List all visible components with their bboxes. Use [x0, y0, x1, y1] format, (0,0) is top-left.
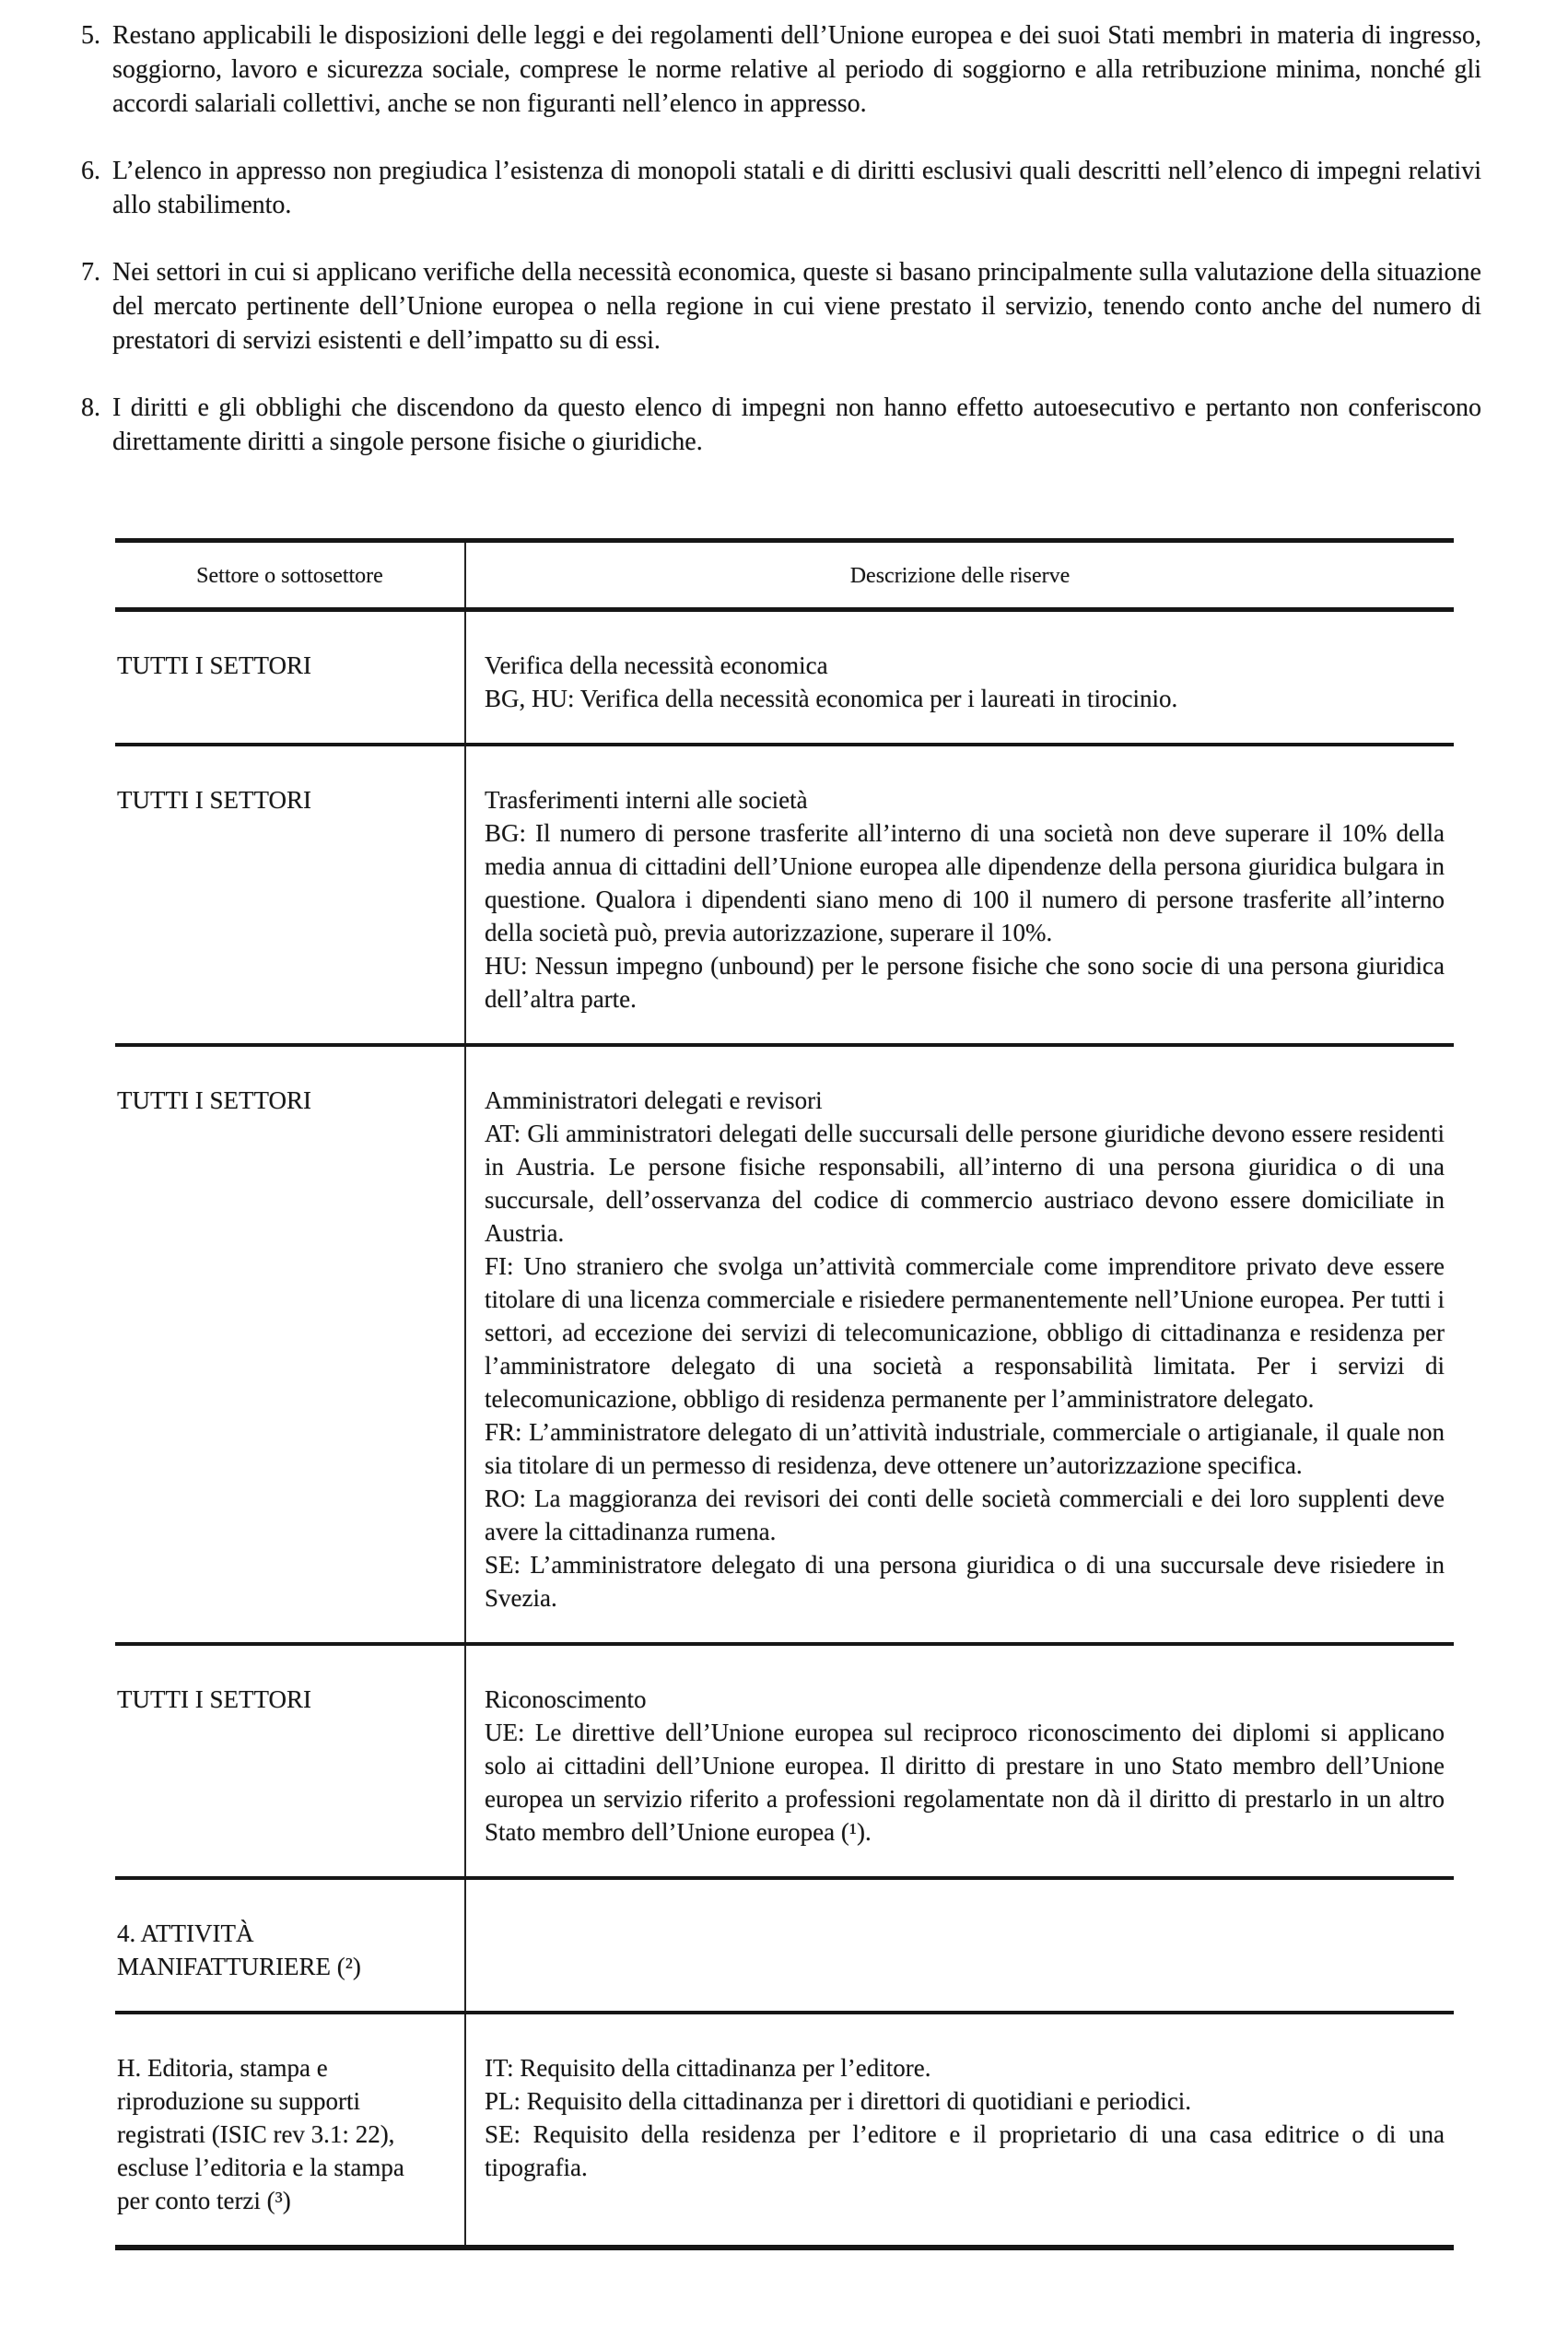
paragraph-8: [81, 391, 1481, 459]
sector-cell-text: TUTTI I SETTORI: [117, 652, 311, 679]
sector-cell: [115, 1644, 465, 1878]
sector-cell: [115, 745, 465, 1045]
sector-cell: [115, 610, 465, 745]
table-row: [115, 1878, 1454, 2013]
paragraph-number: 5.: [81, 21, 100, 50]
reservations-table-wrapper: [115, 538, 1454, 2250]
description-cell: [465, 1878, 1454, 2013]
sector-cell: [115, 1878, 465, 2013]
description-item: FR: L’amministratore delegato di un’attività industriale, commerciale o artigianale, il quale non sia titolare di un permesso di residenza, deve ottenere un’autorizzazione specifica.: [485, 1418, 1445, 1479]
sector-cell-text: 4. ATTIVITÀ MANIFATTURIERE (²): [117, 1919, 361, 1980]
description-cell: [465, 745, 1454, 1045]
paragraph-text: Restano applicabili le disposizioni delle leggi e dei regolamenti dell’Unione europea e dei suoi Stati membri in materia di ingresso, soggiorno, lavoro e sicurezza sociale, comprese le norme relative al periodo di soggiorno e alla retribuzione minima, nonché gli accordi salariali collettivi, anche se non figuranti nell’elenco in appresso.: [112, 21, 1481, 118]
intro-paragraphs: [0, 0, 1568, 459]
description-cell: [465, 610, 1454, 745]
description-item: FI: Uno straniero che svolga un’attività commerciale come imprenditore privato deve essere titolare di una licenza commerciale e risiedere permanentemente nell’Unione europea. Per tutti i settori, ad eccezione dei servizi di telecomunicazione, obbligo di cittadinanza e residenza per l’amministratore delegato di una società a responsabilità limitata. Per i servizi di telecomunicazione, obbligo di residenza permanente per l’amministratore delegato.: [485, 1252, 1445, 1413]
sector-cell-text: TUTTI I SETTORI: [117, 786, 311, 814]
description-item: RO: La maggioranza dei revisori dei conti delle società commerciali e dei loro supplenti deve avere la cittadinanza rumena.: [485, 1485, 1445, 1545]
description-cell: [465, 2013, 1454, 2248]
sector-cell: [115, 1045, 465, 1644]
paragraph-text: I diritti e gli obblighi che discendono da questo elenco di impegni non hanno effetto autoesecutivo e pertanto non conferiscono direttamente diritti a singole persone fisiche o giuridiche.: [112, 393, 1481, 456]
table-row: [115, 745, 1454, 1045]
reservations-table: [115, 538, 1454, 2250]
paragraph-number: 6.: [81, 157, 100, 185]
sector-cell: [115, 2013, 465, 2248]
description-item: Amministratori delegati e revisori: [485, 1086, 823, 1114]
paragraph-number: 7.: [81, 258, 100, 287]
description-item: Trasferimenti interni alle società: [485, 786, 808, 814]
description-item: HU: Nessun impegno (unbound) per le persone fisiche che sono socie di una persona giuridica dell’altra parte.: [485, 952, 1445, 1013]
paragraph-text: Nei settori in cui si applicano verifiche della necessità economica, queste si basano principalmente sulla valutazione della situazione del mercato pertinente dell’Unione europea o nella regione in cui viene prestato il servizio, tenendo conto anche del numero di prestatori di servizi esistenti e dell’impatto su di essi.: [112, 258, 1481, 355]
description-item: Verifica della necessità economica: [485, 652, 828, 679]
sector-cell-text: TUTTI I SETTORI: [117, 1685, 311, 1713]
description-item: PL: Requisito della cittadinanza per i direttori di quotidiani e periodici.: [485, 2087, 1192, 2115]
description-cell: [465, 1045, 1454, 1644]
paragraph-number: 8.: [81, 393, 100, 422]
column-header-sector: Settore o sottosettore: [115, 541, 465, 610]
description-item: BG, HU: Verifica della necessità economica per i laureati in tirocinio.: [485, 685, 1178, 712]
table-row: [115, 1045, 1454, 1644]
paragraph-text: L’elenco in appresso non pregiudica l’esistenza di monopoli statali e di diritti esclusivi quali descritti nell’elenco di impegni relativi allo stabilimento.: [112, 157, 1481, 219]
table-row: [115, 610, 1454, 745]
description-item: IT: Requisito della cittadinanza per l’editore.: [485, 2054, 931, 2082]
description-item: AT: Gli amministratori delegati delle succursali delle persone giuridiche devono essere residenti in Austria. Le persone fisiche responsabili, all’interno di una persona giuridica o di una succursale, dell’osservanza del codice di commercio austriaco devono essere domiciliate in Austria.: [485, 1120, 1445, 1247]
paragraph-7: [81, 255, 1481, 358]
description-item: SE: Requisito della residenza per l’editore e il proprietario di una casa editrice o di una tipografia.: [485, 2120, 1445, 2181]
sector-cell-text: H. Editoria, stampa e riproduzione su supporti registrati (ISIC rev 3.1: 22), escluse l’editoria e la stampa per conto terzi (³): [117, 2054, 404, 2214]
paragraph-6: [81, 154, 1481, 222]
table-row: [115, 1644, 1454, 1878]
description-cell: [465, 1644, 1454, 1878]
table-body: [115, 610, 1454, 2248]
description-item: SE: L’amministratore delegato di una persona giuridica o di una succursale deve risiedere in Svezia.: [485, 1551, 1445, 1612]
column-header-description: Descrizione delle riserve: [465, 541, 1454, 610]
description-item: Riconoscimento: [485, 1685, 647, 1713]
table-header: [115, 541, 1454, 610]
description-item: BG: Il numero di persone trasferite all’interno di una società non deve superare il 10% della media annua di cittadini dell’Unione europea alle dipendenze della persona giuridica bulgara in questione. Qualora i dipendenti siano meno di 100 il numero di persone trasferite all’interno della società può, previa autorizzazione, superare il 10%.: [485, 819, 1445, 946]
sector-cell-text: TUTTI I SETTORI: [117, 1086, 311, 1114]
description-item: UE: Le direttive dell’Unione europea sul reciproco riconoscimento dei diplomi si applicano solo ai cittadini dell’Unione europea. Il diritto di prestare in uno Stato membro dell’Unione europea un servizio riferito a professioni regolamentate non dà il diritto di prestarlo in un altro Stato membro dell’Unione europea (¹).: [485, 1719, 1445, 1846]
table-row: [115, 2013, 1454, 2248]
paragraph-5: [81, 18, 1481, 121]
